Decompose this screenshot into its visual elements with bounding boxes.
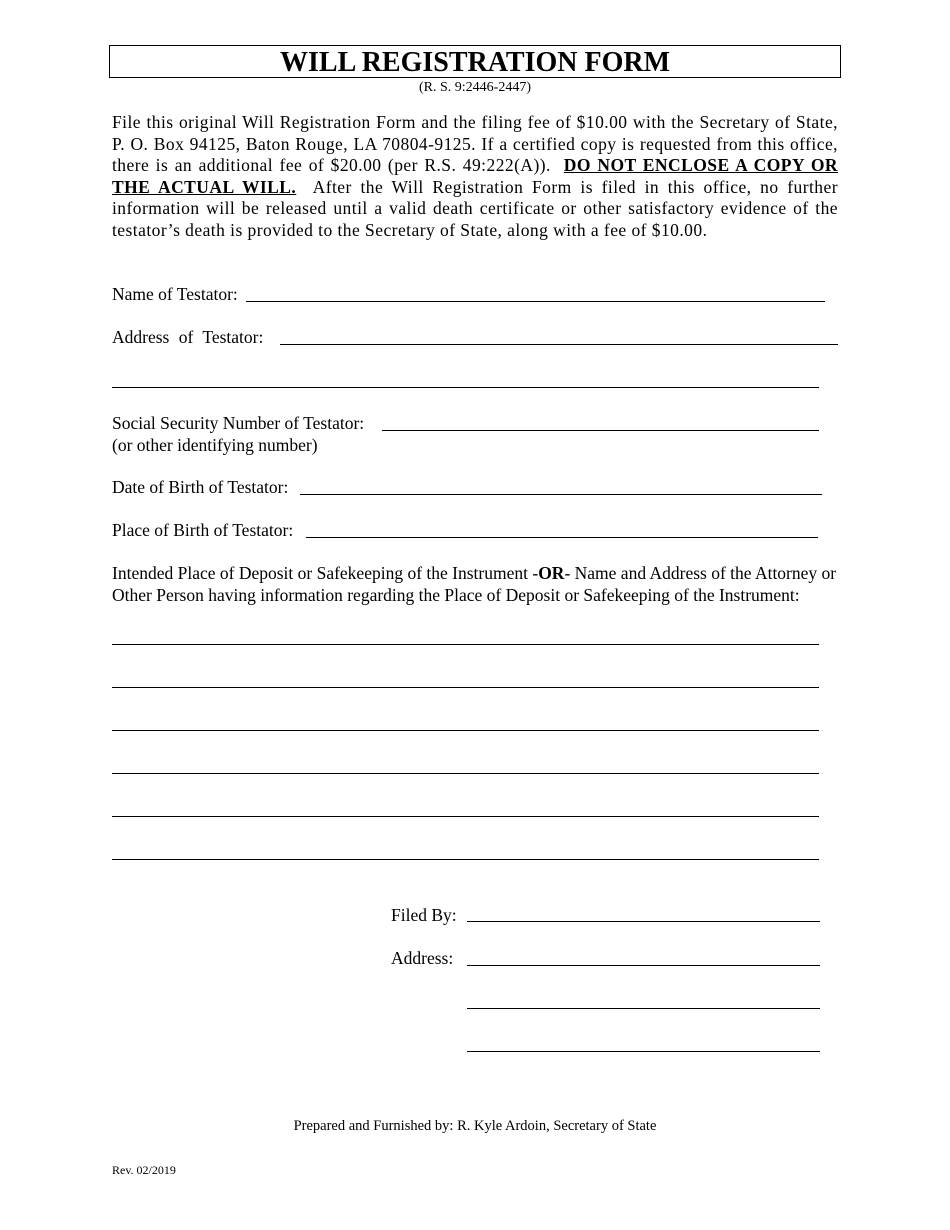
- address-field-line-1[interactable]: [280, 344, 838, 345]
- deposit-field-line-4[interactable]: [112, 773, 819, 774]
- name-field[interactable]: [246, 301, 825, 302]
- deposit-field-line-6[interactable]: [112, 859, 819, 860]
- name-label: Name of Testator:: [112, 284, 238, 304]
- deposit-text-1: Intended Place of Deposit or Safekeeping of the Instrument -: [112, 563, 539, 583]
- instructions-text-2: After the Will Registration Form is filed in this office, no further information will be released until a valid death certificate or other satisfactory evidence of the testator’s death is provided to the Secretary of State, along with a fee of $10.00.: [112, 176, 838, 240]
- deposit-field-line-1[interactable]: [112, 644, 819, 645]
- statute-reference: (R. S. 9:2446-2447): [419, 80, 531, 95]
- filer-address-line-3[interactable]: [467, 1051, 820, 1052]
- deposit-field-line-3[interactable]: [112, 730, 819, 731]
- filed-by-label: Filed By:: [391, 905, 457, 925]
- filer-address-line-1[interactable]: [467, 965, 820, 966]
- instructions-text-1: File this original Will Registration Form and the filing fee of $10.00 with the Secretary of State, P. O. Box 94125, Baton Rouge, LA 70804-9125. If a certified copy is requested from this office, there is an additional fee of $20.00 (per R.S. 49:222(A)).: [112, 112, 838, 175]
- filed-by-field[interactable]: [467, 921, 820, 922]
- instructions-paragraph: [112, 112, 838, 241]
- deposit-or: OR: [538, 563, 565, 583]
- warning-text: DO NOT ENCLOSE A COPY OR THE ACTUAL WILL.: [112, 155, 838, 197]
- form-title: WILL REGISTRATION FORM: [109, 45, 841, 78]
- pob-label: Place of Birth of Testator:: [112, 520, 294, 540]
- filer-address-line-2[interactable]: [467, 1008, 820, 1009]
- filer-address-label: Address:: [391, 948, 454, 968]
- ssn-note: (or other identifying number): [112, 435, 318, 455]
- dob-field[interactable]: [300, 494, 822, 495]
- footer-credit: Prepared and Furnished by: R. Kyle Ardoin, Secretary of State: [293, 1118, 657, 1134]
- ssn-field[interactable]: [382, 430, 819, 431]
- revision-date: Rev. 02/2019: [112, 1163, 176, 1177]
- deposit-field-line-5[interactable]: [112, 816, 819, 817]
- deposit-instructions: [112, 562, 842, 606]
- pob-field[interactable]: [306, 537, 818, 538]
- deposit-field-line-2[interactable]: [112, 687, 819, 688]
- ssn-label: Social Security Number of Testator:: [112, 413, 365, 433]
- address-label: Address of Testator:: [112, 327, 264, 347]
- address-field-line-2[interactable]: [112, 387, 819, 388]
- dob-label: Date of Birth of Testator:: [112, 477, 289, 497]
- deposit-text-2: - Name and Address of the Attorney or Other Person having information regarding the Place of Deposit or Safekeeping of the Instrument:: [112, 563, 837, 605]
